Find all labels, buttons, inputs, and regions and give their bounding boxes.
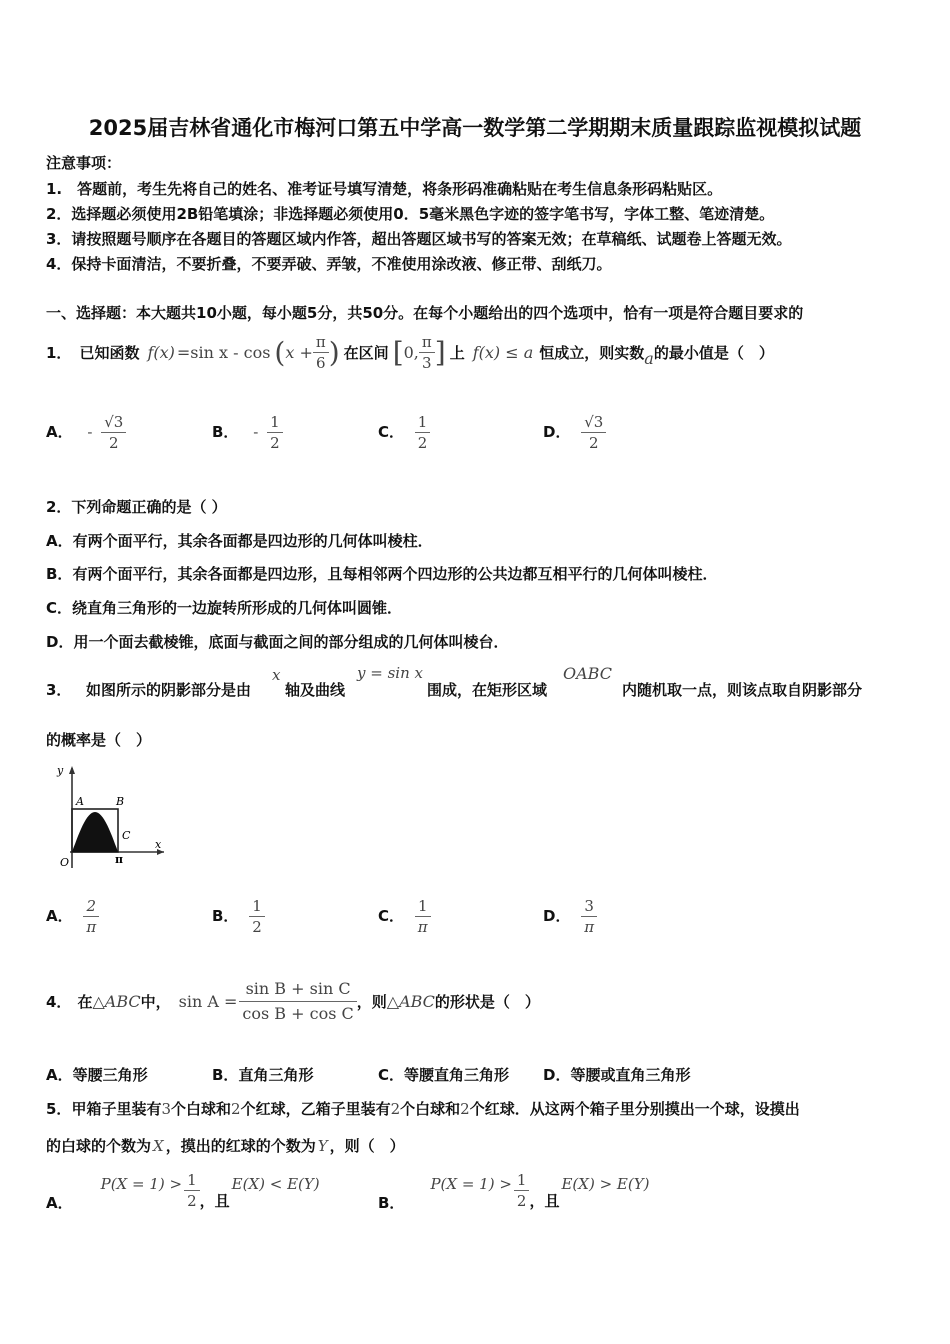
question-4-stem: 4． 在 △ABC 中， sin A = $\frac{\text{sin B + sin C}}{\text{cos B + cos C}}$ ，则 △ABC 的形状是（ ）: [46, 976, 540, 1026]
option-a[interactable]: A． - $\frac{√3}{2}$: [46, 412, 126, 453]
option-fraction: $\frac{√3}{2}$: [581, 412, 606, 453]
option-a[interactable]: A． P(X = 1) > $\frac{1}{2}$ ，且 E(X) < E(Y): [46, 1170, 320, 1212]
question-2-stem: 2．下列命题正确的是（ ）: [46, 498, 227, 516]
interval-start: 0,: [403, 342, 419, 362]
option-fraction: $\frac{1}{2}$: [415, 412, 431, 453]
option-a[interactable]: A．有两个面平行，其余各面都是四边形的几何体叫棱柱．: [46, 532, 433, 550]
svg-text:x: x: [155, 838, 162, 851]
option-d[interactable]: D． $\frac{√3}{2}$: [543, 412, 606, 453]
question-number: 1．: [46, 343, 72, 362]
notice-item: 3．请按照题号顺序在各题目的答题区域内作答，超出答题区域书写的答案无效；在草稿纸、试题卷上答题无效。: [46, 230, 792, 248]
option-a[interactable]: A．等腰三角形: [46, 1066, 148, 1084]
question-5-stem-line2: 的白球的个数为 X ，摸出的红球的个数为 Y ，则（ ）: [46, 1137, 405, 1155]
condition: f(x) ≤ a: [472, 342, 534, 362]
option-fraction: $\frac{1}{2}$: [267, 412, 283, 453]
option-b[interactable]: B． $\frac{1}{2}$: [212, 896, 265, 937]
svg-text:y: y: [57, 764, 64, 777]
notice-item: 2．选择题必须使用2B铅笔填涂；非选择题必须使用0．5毫米黑色字迹的签字笔书写，字体工整、笔迹清楚。: [46, 205, 775, 223]
option-d[interactable]: D．用一个面去截棱锥，底面与截面之间的部分组成的几何体叫棱台．: [46, 633, 509, 651]
svg-text:π: π: [115, 853, 124, 866]
sine-cosine-fraction: $\frac{\text{sin B + sin C}}{\text{cos B + cos C}}$: [239, 977, 356, 1026]
region-label: OABC: [563, 664, 612, 683]
option-fraction: $\frac{3}{\pi}$: [581, 896, 597, 937]
option-a[interactable]: A． $\frac{2}{\pi}$: [46, 896, 99, 937]
option-d[interactable]: D．等腰或直角三角形: [543, 1066, 691, 1084]
option-b[interactable]: B． - $\frac{1}{2}$: [212, 412, 283, 453]
function-expression: =sin x - cos: [176, 342, 271, 362]
option-fraction: $\frac{1}{2}$: [514, 1170, 530, 1211]
notice-heading: 注意事项：: [46, 154, 122, 172]
section-heading: 一、选择题：本大题共10小题，每小题5分，共50分。在每个小题给出的四个选项中，恰有一项是符合题目要求的: [46, 304, 804, 322]
pi-over-three-fraction: $\frac{\pi}{3}$: [419, 332, 435, 373]
notice-item: 1. 答题前，考生先将自己的姓名、准考证号填写清楚，将条形码准确粘贴在考生信息条形码粘贴区。: [46, 180, 723, 198]
option-c[interactable]: C．等腰直角三角形: [378, 1066, 510, 1084]
option-d[interactable]: D． $\frac{3}{\pi}$: [543, 896, 597, 937]
option-c[interactable]: C． $\frac{1}{2}$: [378, 412, 430, 453]
page-title: 2025届吉林省通化市梅河口第五中学高一数学第二学期期末质量跟踪监视模拟试题: [88, 116, 862, 140]
option-c[interactable]: C． $\frac{1}{\pi}$: [378, 896, 431, 937]
notice-item: 4．保持卡面清洁，不要折叠，不要弄破、弄皱，不准使用涂改液、修正带、刮纸刀。: [46, 255, 612, 273]
option-fraction: $\frac{2}{\pi}$: [83, 896, 99, 937]
question-3-number: 3．: [46, 681, 72, 699]
shaded-region: [72, 812, 118, 852]
option-b[interactable]: B．直角三角形: [212, 1066, 314, 1084]
curve-equation: y = sin x: [357, 664, 423, 682]
option-b[interactable]: B．有两个面平行，其余各面都是四边形，且每相邻两个四边形的公共边都互相平行的几何体叫棱柱．: [46, 565, 718, 583]
svg-text:C: C: [122, 829, 131, 842]
option-fraction: $\frac{1}{2}$: [249, 896, 265, 937]
function-name: f(x): [147, 342, 175, 362]
x-axis-variable: x: [272, 666, 281, 684]
sine-region-figure: [46, 760, 172, 872]
question-1-stem: 1． 已知函数 f(x) =sin x - cos ( x + $\frac{\pi}{6}$ ) 在区间 [ 0, $\frac{\pi}{3}$ ] 上 f(x) ≤ a 恒成立，则实数 a 的最小值是（ ）: [46, 332, 774, 372]
svg-text:O: O: [60, 856, 70, 869]
option-fraction: $\frac{√3}{2}$: [101, 412, 126, 453]
option-fraction: $\frac{1}{\pi}$: [415, 896, 431, 937]
svg-text:B: B: [116, 795, 125, 808]
svg-text:A: A: [76, 795, 84, 808]
question-5-stem: 5．甲箱子里装有3个白球和2个红球，乙箱子里装有2个白球和2个红球．从这两个箱子里分别摸出一个球，设摸出: [46, 1100, 800, 1118]
option-fraction: $\frac{1}{2}$: [184, 1170, 200, 1211]
pi-over-six-fraction: $\frac{\pi}{6}$: [313, 332, 329, 373]
triangle-abc: △ABC: [92, 991, 141, 1011]
option-c[interactable]: C．绕直角三角形的一边旋转所形成的几何体叫圆锥．: [46, 599, 403, 617]
option-b[interactable]: B． P(X = 1) > $\frac{1}{2}$ ，且 E(X) > E(Y): [378, 1170, 650, 1212]
triangle-abc: △ABC: [386, 991, 435, 1011]
